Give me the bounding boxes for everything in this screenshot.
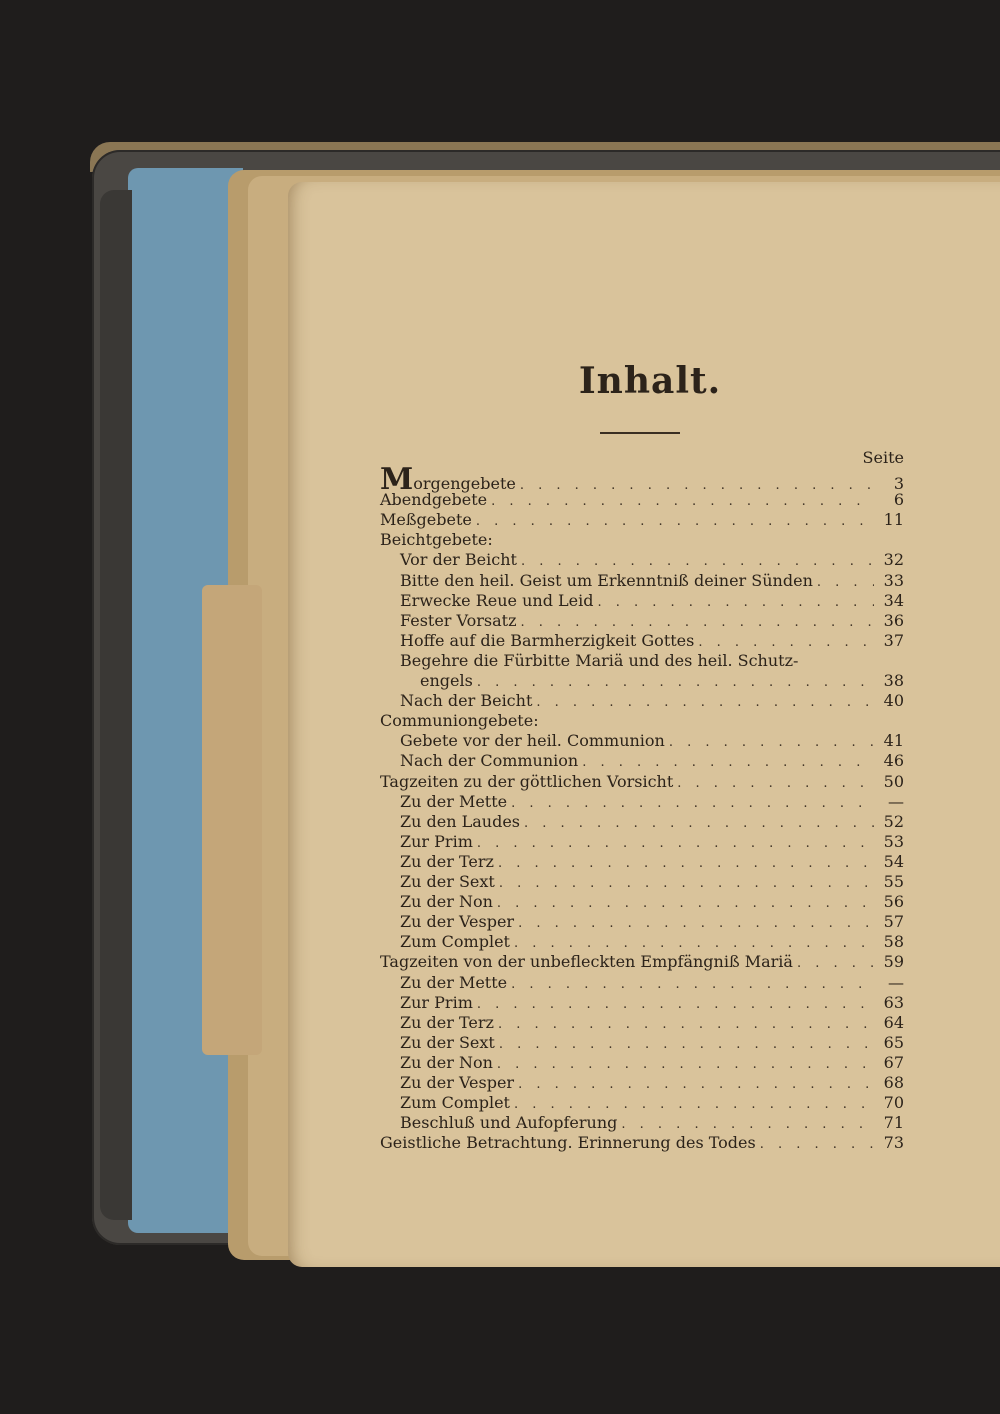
toc-entry bbox=[400, 691, 904, 711]
toc-leader-dots bbox=[514, 934, 874, 954]
toc-leader-dots bbox=[491, 492, 874, 512]
toc-entry-text: Begehre die Fürbitte Mariä und des heil. Schutz- bbox=[400, 650, 799, 670]
toc-leader-dots bbox=[536, 693, 874, 713]
toc-entry bbox=[400, 932, 904, 952]
toc-entry bbox=[400, 1053, 904, 1073]
toc-leader-dots bbox=[477, 673, 874, 693]
toc-leader-dots bbox=[669, 733, 874, 753]
toc-entry-text: engels bbox=[420, 671, 473, 690]
toc-entry-text: Zum Complet bbox=[400, 932, 510, 952]
toc-leader-dots bbox=[797, 954, 874, 974]
toc-entry bbox=[400, 651, 904, 671]
toc-entry-label bbox=[380, 772, 673, 792]
toc-entry-label bbox=[400, 993, 473, 1013]
toc-entry-label bbox=[400, 1013, 494, 1033]
toc-entry-text: Zum Complet bbox=[400, 1093, 510, 1113]
toc-entry-label bbox=[400, 1073, 514, 1093]
toc-entry bbox=[400, 852, 904, 872]
toc-entry-text: Beichtgebete: bbox=[380, 530, 493, 550]
toc-page-number: 59 bbox=[883, 952, 904, 972]
toc-entry-label bbox=[400, 591, 593, 611]
toc-entry bbox=[400, 1073, 904, 1093]
toc-entry bbox=[400, 611, 904, 631]
toc-entry bbox=[400, 792, 904, 812]
toc-page-number: 55 bbox=[883, 872, 904, 891]
toc-entry-label bbox=[400, 792, 507, 812]
toc-page-number: 71 bbox=[883, 1113, 904, 1133]
toc-entry-label bbox=[420, 671, 473, 691]
toc-entry bbox=[400, 812, 904, 832]
toc-page-number: 36 bbox=[883, 610, 904, 630]
toc-page-number: — bbox=[888, 972, 904, 992]
toc-entry bbox=[400, 1113, 904, 1133]
toc-entry-label bbox=[380, 510, 472, 530]
toc-entry-label bbox=[400, 912, 514, 932]
toc-entry-text: Communiongebete: bbox=[380, 711, 539, 731]
toc-entry-label bbox=[380, 530, 493, 550]
toc-leader-dots bbox=[497, 894, 874, 914]
toc-entry-label bbox=[380, 1133, 756, 1153]
toc-page-number: — bbox=[888, 791, 904, 811]
toc-leader-dots bbox=[476, 512, 874, 532]
toc-leader-dots bbox=[518, 914, 874, 934]
toc-page-number: 50 bbox=[883, 771, 904, 791]
toc-entry-text: Geistliche Betrachtung. Erinnerung des Todes bbox=[380, 1133, 756, 1153]
toc-entry-text: Zu der Non bbox=[400, 1052, 493, 1072]
toc-leader-dots bbox=[521, 552, 874, 572]
toc-entry-text: Zu der Sext bbox=[400, 872, 495, 891]
toc-entry bbox=[400, 1013, 904, 1033]
toc-leader-dots bbox=[511, 794, 874, 814]
toc-entry-text: Zu der Mette bbox=[400, 791, 508, 811]
toc-entry-text: Erwecke Reue und Leid bbox=[400, 590, 594, 610]
toc-entry-text: Tagzeiten zu der göttlichen Vorsicht bbox=[380, 771, 674, 791]
toc-entry-label bbox=[400, 731, 665, 751]
toc-leader-dots bbox=[760, 1135, 874, 1155]
toc-entry-label bbox=[400, 550, 517, 570]
toc-page-number: 56 bbox=[883, 892, 904, 912]
toc-entry-text: Zu der Mette bbox=[400, 972, 508, 992]
toc-entry bbox=[380, 530, 904, 550]
toc-entry-label bbox=[380, 711, 539, 731]
toc-entry-label bbox=[400, 973, 507, 993]
toc-leader-dots bbox=[524, 814, 874, 834]
toc-page-number: 40 bbox=[883, 691, 904, 711]
toc-page-number: 46 bbox=[883, 751, 904, 771]
toc-leader-dots bbox=[521, 613, 874, 633]
toc-entry-text: Abendgebete bbox=[380, 490, 488, 510]
toc-leader-dots bbox=[499, 874, 874, 894]
toc-leader-dots bbox=[621, 1115, 874, 1135]
toc-entry bbox=[400, 571, 904, 591]
toc-page-number: 65 bbox=[883, 1032, 904, 1052]
toc-entry-label bbox=[400, 631, 694, 651]
toc-page-number: 64 bbox=[883, 1012, 904, 1032]
toc-entry-label bbox=[400, 651, 798, 671]
toc-entry-text: Zu der Non bbox=[400, 892, 493, 912]
toc-entry-label bbox=[400, 1053, 493, 1073]
toc-entry-text: Bitte den heil. Geist um Erkenntniß deiner Sünden bbox=[400, 570, 813, 590]
toc-page-number: 53 bbox=[883, 831, 904, 851]
toc-entry-text: Zu der Terz bbox=[400, 851, 494, 871]
toc-entry-text: Tagzeiten von der unbefleckten Empfängniß Mariä bbox=[380, 952, 793, 972]
toc-page-number: 68 bbox=[883, 1073, 904, 1092]
toc-leader-dots bbox=[698, 633, 874, 653]
toc-entry-label bbox=[400, 611, 517, 631]
toc-leader-dots bbox=[477, 834, 874, 854]
toc-entry-label bbox=[380, 490, 487, 510]
toc-entry-label bbox=[400, 1093, 510, 1113]
toc-entry-text: Zu der Vesper bbox=[400, 1073, 515, 1092]
toc-entry bbox=[380, 711, 904, 731]
toc-entry-label bbox=[400, 1113, 617, 1133]
toc-page-number: 32 bbox=[883, 550, 904, 570]
toc-page-number: 63 bbox=[883, 992, 904, 1012]
toc-entry-label bbox=[400, 852, 494, 872]
toc-entry-text: Nach der Communion bbox=[400, 751, 579, 771]
toc-entry-label bbox=[400, 1033, 495, 1053]
toc-entry bbox=[400, 993, 904, 1013]
toc-leader-dots bbox=[677, 774, 874, 794]
toc-page-number: 3 bbox=[893, 474, 904, 493]
toc-entry-text: Zu der Vesper bbox=[400, 912, 515, 932]
toc-page-number: 52 bbox=[883, 811, 904, 831]
toc-entry-label bbox=[400, 932, 510, 952]
toc-entry-text: Zur Prim bbox=[400, 831, 473, 851]
toc-entry-text: Zu den Laudes bbox=[400, 811, 520, 831]
toc-entry-text: Beschluß und Aufopferung bbox=[400, 1113, 618, 1133]
toc-entry-text: Zu der Terz bbox=[400, 1012, 494, 1032]
toc-dropcap: M bbox=[380, 462, 414, 497]
title-rule bbox=[600, 432, 680, 434]
page-column-label: Seite bbox=[862, 448, 904, 467]
toc-page-number: 54 bbox=[883, 851, 904, 871]
toc-entry-label bbox=[400, 691, 532, 711]
page-title: Inhalt. bbox=[578, 360, 722, 402]
toc-page-number: 57 bbox=[883, 912, 904, 932]
toc-entry-text: Gebete vor der heil. Communion bbox=[400, 731, 665, 751]
toc-leader-dots bbox=[597, 593, 874, 613]
toc-entry-label bbox=[380, 952, 793, 972]
toc-entry-label bbox=[400, 812, 520, 832]
toc-page-number: 41 bbox=[883, 731, 904, 751]
toc-entry bbox=[400, 731, 904, 751]
toc-entry bbox=[400, 872, 904, 892]
toc-page-number: 70 bbox=[883, 1093, 904, 1113]
toc-leader-dots bbox=[817, 573, 874, 593]
toc-page-number: 38 bbox=[883, 671, 904, 690]
toc-entry bbox=[380, 510, 904, 530]
toc-entry bbox=[380, 772, 904, 792]
book-spine-binding bbox=[100, 190, 132, 1220]
toc-page-number: 33 bbox=[883, 570, 904, 590]
toc-leader-dots bbox=[497, 1055, 874, 1075]
toc-entry bbox=[380, 490, 904, 510]
toc-leader-dots bbox=[582, 753, 874, 773]
toc-entry-text: Meßgebete bbox=[380, 510, 472, 530]
toc-entry bbox=[400, 1033, 904, 1053]
toc-entry-text: Fester Vorsatz bbox=[400, 610, 517, 630]
toc-leader-dots bbox=[511, 975, 874, 995]
toc-entry-text: Hoffe auf die Barmherzigkeit Gottes bbox=[400, 630, 695, 650]
toc-page-number: 11 bbox=[883, 510, 904, 530]
toc-entry bbox=[380, 952, 904, 972]
toc-entry bbox=[380, 462, 904, 497]
toc-page-number: 67 bbox=[883, 1052, 904, 1072]
toc-entry bbox=[400, 1093, 904, 1113]
toc-leader-dots bbox=[498, 1015, 874, 1035]
toc-entry-label bbox=[400, 832, 473, 852]
toc-page-number: 37 bbox=[883, 630, 904, 650]
toc-entry bbox=[420, 671, 904, 691]
toc-entry bbox=[400, 973, 904, 993]
toc-leader-dots bbox=[498, 854, 874, 874]
toc-entry bbox=[380, 1133, 904, 1153]
toc-entry bbox=[400, 591, 904, 611]
toc-entry-label bbox=[400, 751, 578, 771]
toc-entry bbox=[400, 751, 904, 771]
toc-entry-text: Zur Prim bbox=[400, 992, 473, 1012]
toc-entry bbox=[400, 892, 904, 912]
toc-entry bbox=[400, 550, 904, 570]
toc-entry-label bbox=[400, 872, 495, 892]
toc-entry-text: Zu der Sext bbox=[400, 1032, 495, 1052]
toc-entry bbox=[400, 832, 904, 852]
toc-entry-label bbox=[400, 892, 493, 912]
toc-entry-label bbox=[400, 571, 813, 591]
toc-entry bbox=[400, 631, 904, 651]
toc-entry-text: orgengebete bbox=[413, 474, 516, 493]
toc-leader-dots bbox=[518, 1075, 874, 1095]
toc-leader-dots bbox=[477, 995, 874, 1015]
toc-leader-dots bbox=[514, 1095, 874, 1115]
toc-page-number: 73 bbox=[883, 1133, 904, 1153]
toc-entry-text: Nach der Beicht bbox=[400, 691, 533, 711]
toc-page-number: 34 bbox=[883, 590, 904, 610]
toc-leader-dots bbox=[499, 1035, 874, 1055]
toc-entry bbox=[400, 912, 904, 932]
toc-page-number: 6 bbox=[893, 490, 904, 510]
toc-entry-text: Vor der Beicht bbox=[400, 550, 517, 570]
loose-page-flap bbox=[202, 585, 262, 1055]
toc-page-number: 58 bbox=[883, 932, 904, 952]
